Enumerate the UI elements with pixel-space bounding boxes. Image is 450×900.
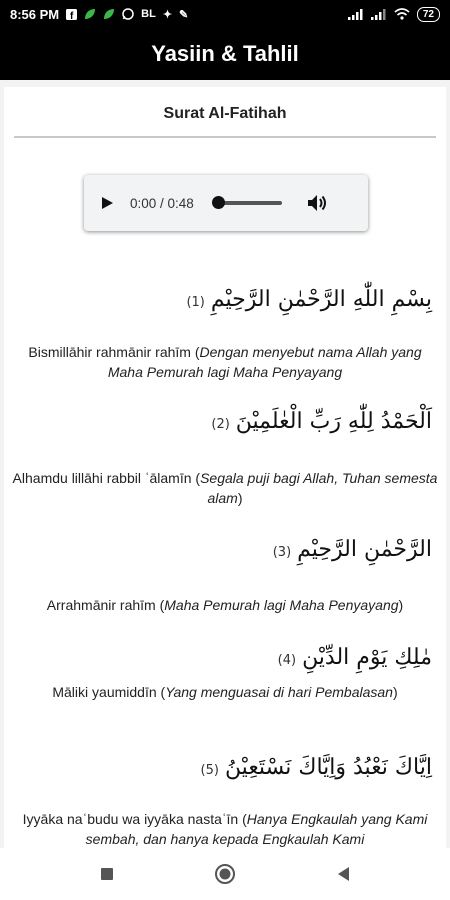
status-bar: [0, 0, 450, 28]
audio-player: [84, 175, 368, 231]
ayah-transliteration: Arrahmānir rahīm (: [46, 597, 165, 613]
back-button[interactable]: [329, 860, 357, 888]
ayah-arabic-text: مٰلِكِ يَوْمِ الدِّيْنِ: [302, 645, 432, 670]
ayah-number: (5): [200, 763, 219, 778]
app-bar: [0, 28, 450, 80]
ayah-close-paren: ): [398, 597, 404, 613]
svg-text:f: f: [70, 10, 74, 20]
signal-icon: [371, 9, 387, 20]
ayah-arabic: [273, 537, 432, 562]
ayah-transliteration: Bismillāhir rahmānir rahīm (: [28, 344, 200, 360]
ayah-arabic: [211, 409, 432, 434]
ayah-close-paren: ): [392, 684, 398, 700]
ayah-number: (4): [277, 653, 297, 668]
status-time: 8:56 PM: [10, 6, 60, 22]
ayah-transliteration: Iyyāka naʿbudu wa iyyāka nastaʿīn (: [22, 811, 247, 827]
audio-time: 0:00 / 0:48: [130, 195, 194, 211]
ayah-arabic-text: اِيَّاكَ نَعْبُدُ وَاِيَّاكَ نَسْتَعِيْنُ: [224, 755, 432, 780]
ayah-number: (2): [211, 417, 230, 432]
surah-title: Surat Al-Fatihah: [163, 105, 287, 122]
ayah-arabic-text: بِسْمِ اللّٰهِ الرَّحْمٰنِ الرَّحِيْمِ: [210, 287, 432, 312]
leaf-icon: [84, 8, 96, 20]
ayah-arabic-text: الرَّحْمٰنِ الرَّحِيْمِ: [297, 537, 432, 562]
recents-button[interactable]: [93, 860, 121, 888]
ayah-close-paren: ): [237, 490, 243, 506]
ayah-latin: [12, 682, 438, 702]
ayah-translation: Maha Pemurah lagi Maha Penyayang: [164, 597, 399, 613]
ayah-latin: [12, 595, 438, 615]
audio-seek-bar[interactable]: [216, 201, 282, 205]
recents-icon: [100, 867, 114, 881]
leaf-icon: [103, 8, 115, 20]
surah-card: [4, 87, 446, 848]
ayah-arabic: [186, 287, 432, 312]
volume-button[interactable]: [306, 193, 328, 213]
whatsapp-icon: [122, 8, 134, 20]
home-button[interactable]: [211, 860, 239, 888]
home-icon: [214, 863, 236, 885]
star-icon: ✦: [162, 8, 173, 21]
ayah-arabic: [201, 755, 433, 780]
wifi-icon: [394, 8, 410, 20]
ayah-latin: [12, 342, 438, 382]
ayah-translation: Yang menguasai di hari Pembalasan: [165, 684, 393, 700]
pen-icon: ✎: [179, 8, 189, 21]
back-icon: [336, 866, 350, 882]
play-button[interactable]: [100, 196, 114, 210]
nav-bar: [0, 848, 450, 900]
ayah-transliteration: Māliki yaumiddīn (: [52, 684, 166, 700]
ayah-number: (3): [272, 545, 292, 560]
ayah-translation: Hanya Engkaulah yang Kami sembah, dan hanya kepada Engkaulah Kami: [85, 811, 428, 847]
app-title: Yasiin & Tahlil: [151, 41, 299, 66]
ayah-arabic: [278, 645, 432, 670]
battery-icon: 72: [417, 7, 440, 22]
seek-thumb[interactable]: [212, 196, 225, 209]
facebook-icon: [66, 9, 77, 20]
play-icon: [100, 196, 114, 210]
volume-icon: [306, 193, 328, 213]
ayah-latin: [12, 468, 438, 508]
content-area[interactable]: [0, 80, 450, 848]
ayah-transliteration: Alhamdu lillāhi rabbil ʿālamīn (: [12, 470, 201, 486]
ayah-translation: Segala puji bagi Allah, Tuhan semesta alam: [200, 470, 438, 506]
ayah-latin: [12, 809, 438, 848]
ayah-arabic-text: اَلْحَمْدُ لِلّٰهِ رَبِّ الْعٰلَمِيْنَ: [235, 409, 432, 434]
bl-icon: BL: [141, 8, 156, 20]
ayah-number: (1): [186, 295, 205, 310]
ayah-translation: Dengan menyebut nama Allah yang Maha Pemurah lagi Maha Penyayang: [107, 344, 422, 380]
signal-icon: [348, 9, 364, 20]
title-divider: [14, 136, 436, 138]
